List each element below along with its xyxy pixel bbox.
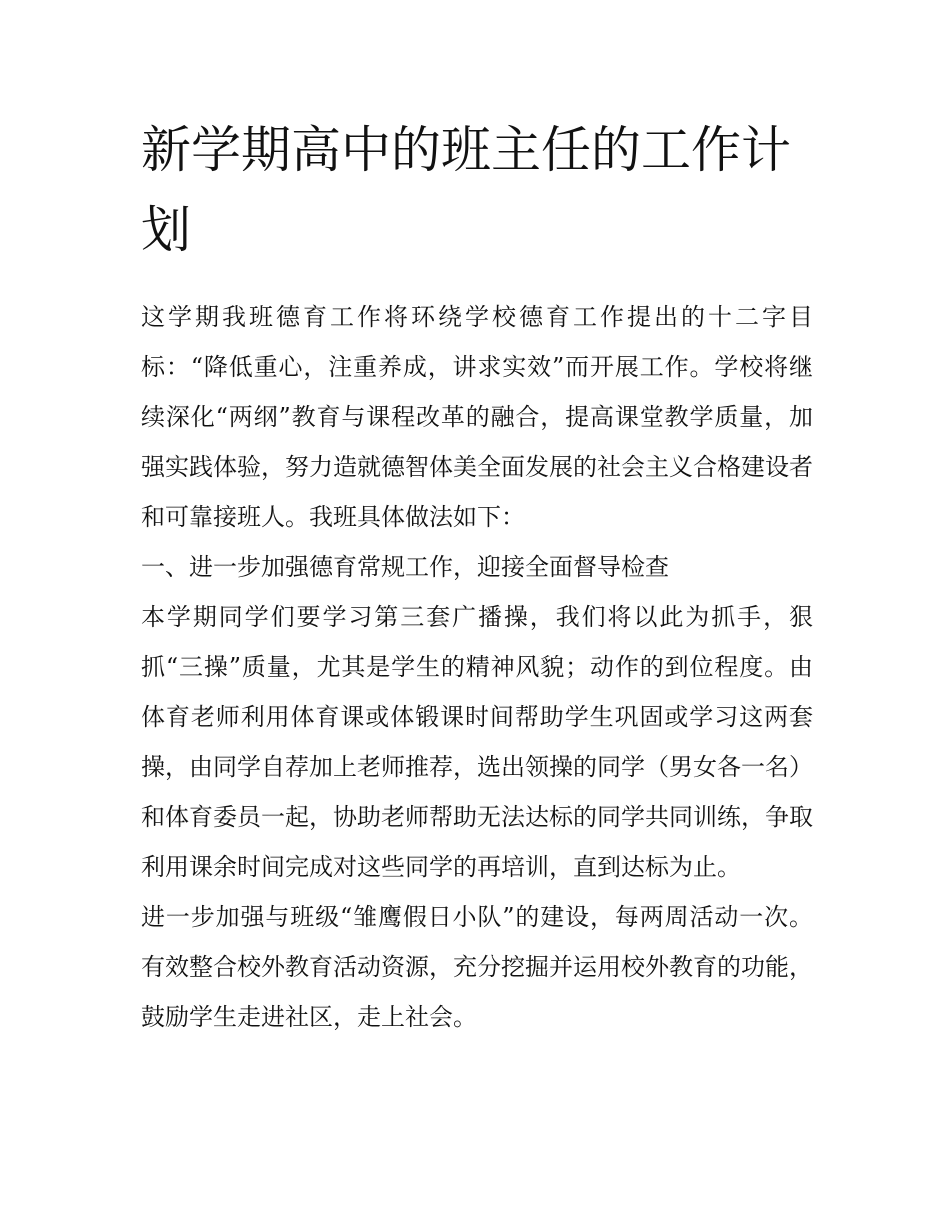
- document-title: 新学期高中的班主任的工作计划: [141, 121, 791, 259]
- paragraph-eagle-team: 进一步加强与班级“雏鹰假日小队”的建设，每两周活动一次。有效整合校外教育活动资源，充分挖掘并运用校外教育的功能，鼓励学生走进社区，走上社会。: [141, 903, 813, 1031]
- document-page: [141, 110, 813, 1042]
- paragraph-exercise: 本学期同学们要学习第三套广播操，我们将以此为抓手，狠抓“三操”质量，尤其是学生的精神风貌；动作的到位程度。由体育老师利用体育课或体锻课时间帮助学生巩固或学习这两套操，由同学自荐加上老师推荐，选出领操的同学（男女各一名）和体育委员一起，协助老师帮助无法达标的同学共同训练，争取利用课余时间完成对这些同学的再培训，直到达标为止。: [141, 603, 813, 881]
- paragraph-intro: 这学期我班德育工作将环绕学校德育工作提出的十二字目标：“降低重心，注重养成，讲求实效”而开展工作。学校将继续深化“两纲”教育与课程改革的融合，提高课堂教学质量，加强实践体验，努力造就德智体美全面发展的社会主义合格建设者和可靠接班人。我班具体做法如下：: [141, 303, 813, 531]
- paragraph-section-heading-1: 一、进一步加强德育常规工作，迎接全面督导检查: [141, 553, 669, 581]
